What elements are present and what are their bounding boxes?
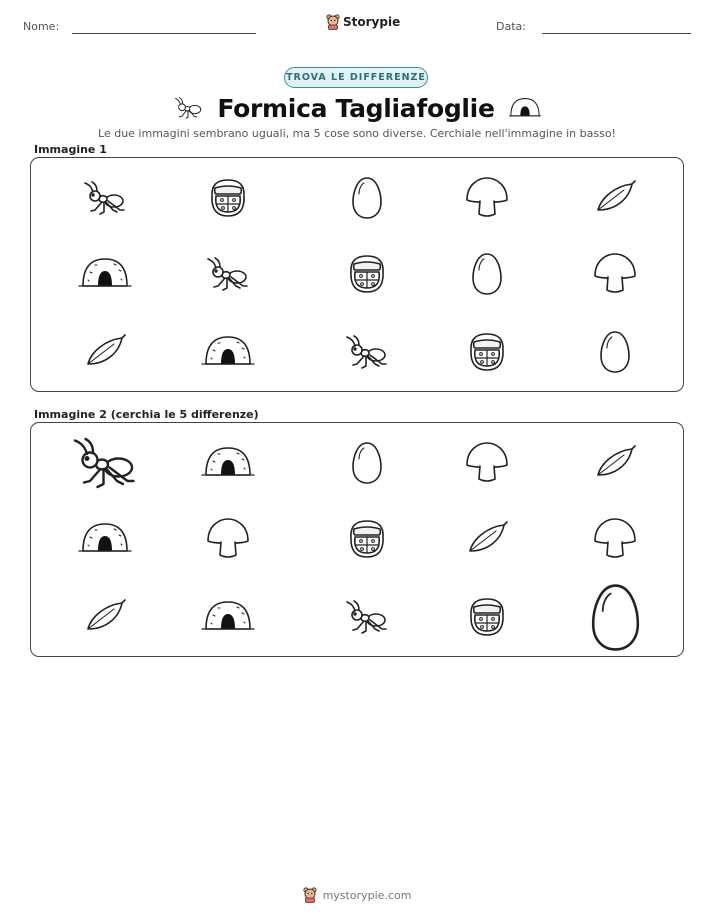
anthill-icon	[202, 326, 254, 378]
picture-panel-1	[30, 157, 684, 392]
anthill-icon	[79, 248, 131, 300]
leaf-icon[interactable]	[461, 513, 513, 565]
egg-icon	[461, 248, 513, 300]
date-line[interactable]	[542, 33, 691, 34]
seed-bag-icon[interactable]	[461, 591, 513, 643]
footer-link[interactable]: mystorypie.com	[322, 888, 412, 902]
ant-icon[interactable]	[341, 591, 393, 643]
anthill-icon	[509, 97, 541, 119]
bear-mascot-icon	[303, 887, 317, 903]
mushroom-icon[interactable]	[202, 513, 254, 565]
ant-icon	[341, 326, 393, 378]
ant-icon[interactable]	[66, 424, 144, 502]
mushroom-icon[interactable]	[589, 513, 641, 565]
bear-mascot-icon	[326, 14, 340, 30]
seed-bag-icon	[461, 326, 513, 378]
egg-icon	[589, 326, 641, 378]
title-row	[0, 90, 714, 126]
instructions: Le due immagini sembrano uguali, ma 5 cose sono diverse. Cerchiale nell'immagine in basso!	[98, 127, 616, 140]
seed-bag-icon	[202, 172, 254, 224]
seed-bag-icon[interactable]	[341, 513, 393, 565]
ant-icon	[202, 248, 254, 300]
ant-icon	[79, 172, 131, 224]
leaf-icon	[79, 326, 131, 378]
name-line[interactable]	[72, 33, 256, 34]
egg-icon[interactable]	[341, 437, 393, 489]
anthill-icon[interactable]	[202, 437, 254, 489]
leaf-icon	[589, 172, 641, 224]
ant-icon	[173, 95, 203, 121]
anthill-icon[interactable]	[202, 591, 254, 643]
seed-bag-icon	[341, 248, 393, 300]
date-label: Data:	[496, 20, 526, 33]
footer	[0, 887, 714, 903]
mushroom-icon	[461, 172, 513, 224]
egg-icon[interactable]	[574, 576, 657, 659]
brand-name: Storypie	[343, 15, 401, 29]
picture-panel-2[interactable]	[30, 422, 684, 657]
mushroom-icon[interactable]	[461, 437, 513, 489]
name-label: Nome:	[23, 20, 60, 33]
leaf-icon[interactable]	[589, 437, 641, 489]
mushroom-icon	[589, 248, 641, 300]
panel1-label: Immagine 1	[34, 143, 107, 156]
brand-logo	[326, 14, 400, 30]
activity-badge: TROVA LE DIFFERENZE	[284, 67, 428, 88]
panel2-label: Immagine 2 (cerchia le 5 differenze)	[34, 408, 259, 421]
page-title: Formica Tagliafoglie	[217, 93, 495, 123]
egg-icon	[341, 172, 393, 224]
anthill-icon[interactable]	[79, 513, 131, 565]
leaf-icon[interactable]	[79, 591, 131, 643]
